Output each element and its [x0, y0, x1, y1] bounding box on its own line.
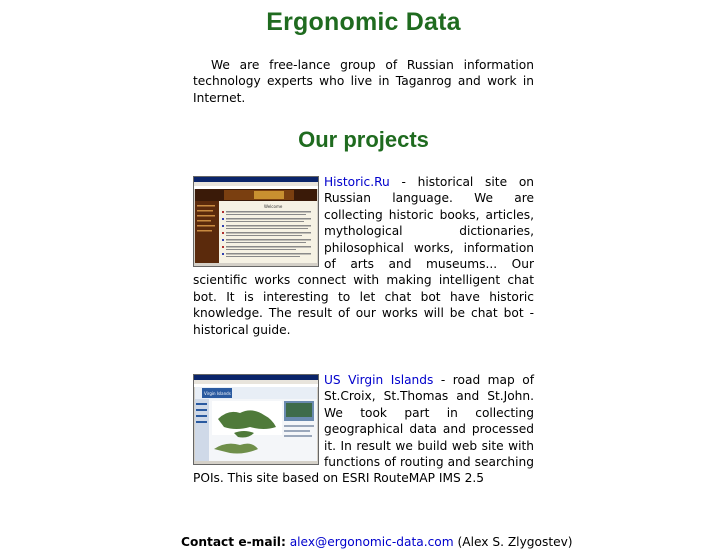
intro-paragraph: We are free-lance group of Russian information technology experts who live in Taganrog and work in Internet.	[193, 58, 534, 105]
historic-site-thumbnail[interactable]	[193, 176, 319, 267]
page-title: Ergonomic Data	[266, 8, 461, 36]
historic-screenshot-icon	[194, 177, 318, 266]
virgin-islands-description: - road map of St.Croix, St.Thomas and St.John. We took part in collecting geographical data and processed it. In result we build web site with functions of routing and searching POIs. This site based on ESRI RouteMAP IMS 2.5	[193, 373, 534, 486]
historic-ru-link[interactable]: Historic.Ru	[324, 175, 390, 189]
virgin-islands-thumbnail[interactable]	[193, 374, 319, 465]
thumbnail-heading-text: Virgin Islands	[204, 391, 231, 396]
contact-label: Contact e-mail:	[181, 535, 286, 549]
projects-heading: Our projects	[298, 127, 429, 152]
project-historic	[193, 174, 534, 338]
map-screenshot-icon	[194, 375, 318, 464]
contact-name: (Alex S. Zlygostev)	[457, 535, 573, 549]
contact-line	[181, 535, 573, 549]
historic-description: - historical site on Russian language. We are collecting historic books, articles, mythological dictionaries, philosophical works, information of arts and museums... Our scientific works connect with making intelligent chat bot. It is interesting to let chat bot have historic knowledge. The result of our works will be chat bot - historical guide.	[193, 175, 534, 337]
thumbnail-heading-text: Welcome	[264, 204, 283, 209]
virgin-islands-link[interactable]: US Virgin Islands	[324, 373, 434, 387]
project-virgin-islands	[193, 372, 534, 487]
contact-email-link[interactable]: alex@ergonomic-data.com	[289, 535, 454, 549]
